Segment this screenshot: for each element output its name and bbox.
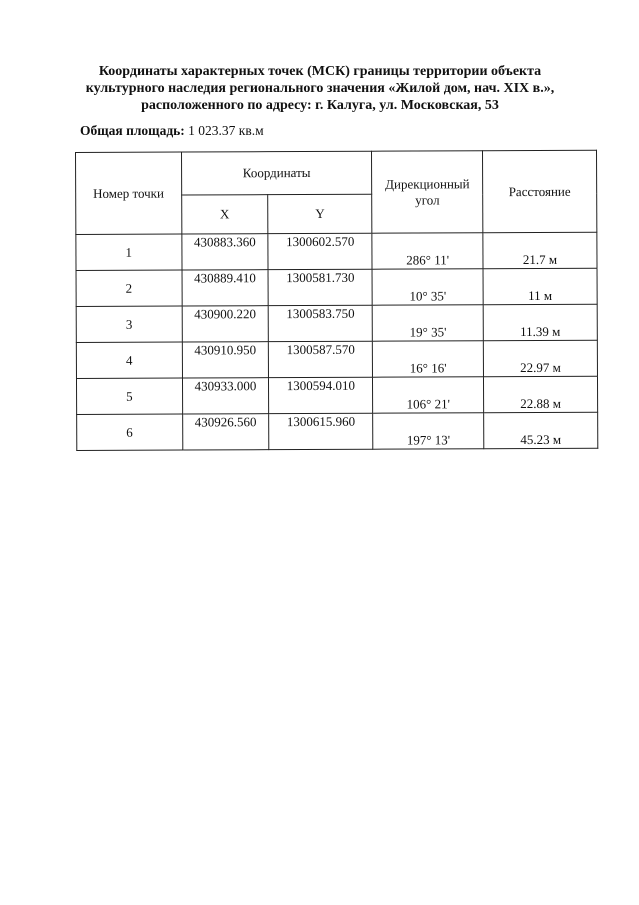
- table-row: [76, 340, 597, 378]
- title-line-2: культурного наследия регионального значения «Жилой дом, нач. XIX в.»,: [85, 81, 555, 96]
- cell-direction-angle: 106° 21': [373, 377, 484, 413]
- cell-point-number: 2: [76, 270, 182, 306]
- table-row: [76, 268, 597, 306]
- cell-x: 430883.360: [181, 234, 268, 270]
- header-x: X: [181, 195, 268, 234]
- cell-direction-angle: 286° 11': [372, 233, 483, 269]
- table-row: [76, 232, 597, 270]
- cell-distance: 21.7 м: [483, 232, 597, 268]
- cell-point-number: 6: [77, 414, 183, 450]
- cell-y: 1300583.750: [268, 305, 372, 341]
- cell-distance: 11.39 м: [483, 304, 597, 340]
- cell-x: 430933.000: [182, 378, 269, 414]
- cell-distance: 22.97 м: [483, 340, 597, 376]
- document-title: [80, 63, 560, 114]
- table-row: [76, 376, 597, 414]
- cell-point-number: 4: [76, 342, 182, 378]
- cell-y: 1300594.010: [269, 377, 373, 413]
- cell-direction-angle: 16° 16': [373, 341, 484, 377]
- total-area: [80, 123, 264, 139]
- title-line-1: Координаты характерных точек (МСК) границы территории объекта: [98, 64, 542, 79]
- cell-distance: 22.88 м: [483, 376, 597, 412]
- cell-point-number: 1: [76, 234, 182, 270]
- cell-distance: 11 м: [483, 268, 597, 304]
- cell-direction-angle: 10° 35': [372, 269, 483, 305]
- header-direction-angle: Дирекционный угол: [372, 151, 483, 233]
- cell-y: 1300587.570: [269, 341, 373, 377]
- cell-y: 1300581.730: [268, 269, 372, 305]
- cell-point-number: 5: [76, 378, 182, 414]
- header-distance: Расстояние: [482, 150, 596, 232]
- total-area-label: Общая площадь:: [80, 123, 185, 138]
- header-coordinates: Координаты: [181, 151, 372, 195]
- cell-x: 430926.560: [182, 414, 269, 450]
- coordinates-table: [75, 150, 598, 451]
- header-y: Y: [268, 194, 372, 233]
- cell-x: 430910.950: [182, 342, 269, 378]
- cell-distance: 45.23 м: [484, 412, 598, 448]
- cell-y: 1300615.960: [269, 413, 373, 449]
- cell-y: 1300602.570: [268, 233, 372, 269]
- cell-x: 430900.220: [182, 306, 269, 342]
- table-row: [76, 304, 597, 342]
- header-point-number: Номер точки: [76, 152, 182, 234]
- table-row: [77, 412, 598, 450]
- title-line-3: расположенного по адресу: г. Калуга, ул. Московская, 53: [141, 98, 499, 113]
- cell-point-number: 3: [76, 306, 182, 342]
- cell-direction-angle: 19° 35': [373, 305, 484, 341]
- cell-x: 430889.410: [182, 270, 269, 306]
- total-area-value: 1 023.37 кв.м: [188, 123, 264, 138]
- cell-direction-angle: 197° 13': [373, 413, 484, 449]
